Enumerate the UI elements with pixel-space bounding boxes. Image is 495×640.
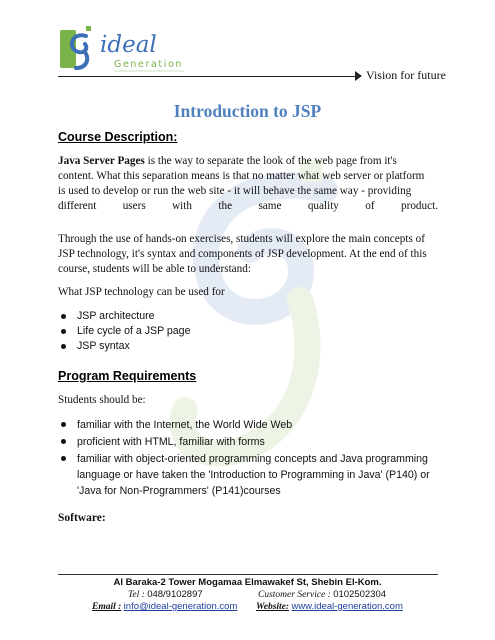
list-item: JSP syntax — [58, 339, 190, 354]
list-item: familiar with object-oriented programming concepts and Java programming language or have taken the 'Introduction to Programming in Java' (P140) or 'Java for Non-Programmers' (P141)courses — [58, 451, 438, 499]
footer-customer-service: Customer Service : 0102502304 — [258, 589, 387, 600]
list-item: JSP architecture — [58, 309, 190, 324]
course-description-paragraph: Java Server Pages is the way to separate the look of the web page from it's content. What this separation means is that no matter what web server or platform is used to develop or run the web site - it will behave the same way - providing different users with the same quality of product. — [58, 155, 438, 212]
program-requirements-heading: Program Requirements — [58, 369, 197, 383]
svg-text:Generation: Generation — [114, 59, 183, 70]
exercises-paragraph: Through the use of hands-on exercises, students will explore the main concepts of JSP technology, it's syntax and components of JSP development. At the end of this course, students will be able to understand: — [58, 233, 427, 275]
technology-uses-line: What JSP technology can be used for — [58, 286, 225, 298]
company-logo — [56, 20, 206, 78]
list-item: Life cycle of a JSP page — [58, 324, 190, 339]
topics-list — [58, 309, 190, 354]
bullet-icon — [61, 314, 66, 319]
tagline: Vision for future — [366, 68, 446, 82]
list-item: familiar with the Internet, the World Wide Web — [58, 417, 438, 433]
footer-tel: Tel : 048/9102897 — [128, 589, 203, 600]
bullet-icon — [61, 344, 66, 349]
students-should-be-line: Students should be: — [58, 394, 146, 406]
jsp-bold-term: Java Server Pages — [58, 155, 145, 167]
bullet-icon — [61, 439, 66, 444]
footer-website: Website: www.ideal-generation.com — [256, 601, 403, 612]
software-heading: Software: — [58, 512, 106, 524]
footer-email: Email : info@ideal-generation.com — [92, 601, 238, 612]
website-link[interactable]: www.ideal-generation.com — [291, 601, 403, 612]
header-rule — [58, 76, 360, 77]
header-arrow-icon — [355, 71, 362, 81]
footer-rule — [58, 574, 438, 575]
svg-text:ideal: ideal — [100, 32, 157, 58]
bullet-icon — [61, 422, 66, 427]
course-description-heading: Course Description: — [58, 130, 178, 144]
justified-last-line: different users with the same quality of product. — [58, 200, 438, 212]
bullet-icon — [61, 329, 66, 334]
requirements-list — [58, 417, 438, 500]
list-item: proficient with HTML, familiar with forms — [58, 434, 438, 450]
document-title: Introduction to JSP — [173, 101, 322, 121]
email-link[interactable]: info@ideal-generation.com — [123, 601, 238, 612]
footer-address: Al Baraka-2 Tower Mogamaa Elmawakef St, Shebin El-Kom. — [113, 577, 382, 588]
bullet-icon — [61, 456, 66, 461]
